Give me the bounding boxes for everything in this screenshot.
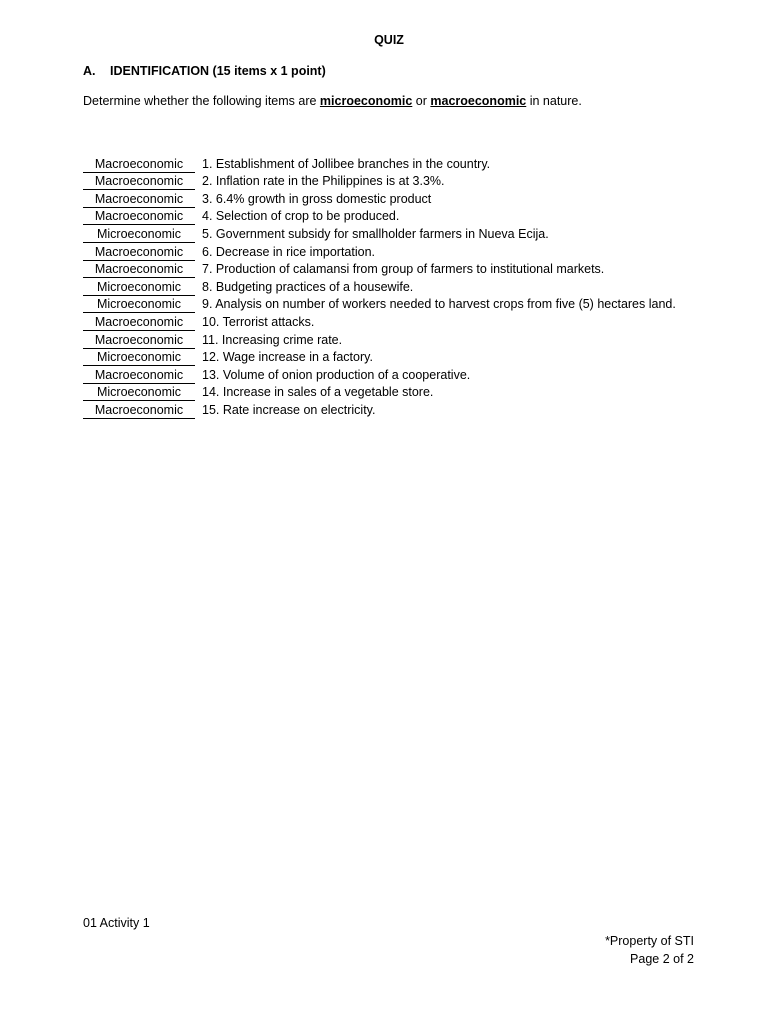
answer-blank: Microeconomic — [83, 280, 195, 296]
question-text: 9. Analysis on number of workers needed to harvest crops from five (5) hectares land. — [202, 297, 676, 312]
list-item — [83, 349, 723, 367]
footer-property: *Property of STI — [605, 934, 694, 948]
answer-blank: Macroeconomic — [83, 157, 195, 173]
question-text: 2. Inflation rate in the Philippines is at 3.3%. — [202, 174, 445, 189]
answer-blank: Macroeconomic — [83, 315, 195, 331]
list-item — [83, 366, 723, 384]
footer-right — [605, 932, 694, 968]
section-letter: A. — [83, 64, 96, 78]
answer-blank: Microeconomic — [83, 385, 195, 401]
question-text: 12. Wage increase in a factory. — [202, 350, 373, 365]
answer-blank: Macroeconomic — [83, 209, 195, 225]
section-heading-text: IDENTIFICATION (15 items x 1 point) — [110, 64, 326, 78]
question-text: 4. Selection of crop to be produced. — [202, 209, 400, 224]
page-title: QUIZ — [374, 33, 404, 47]
list-item — [83, 155, 723, 173]
item-list — [83, 155, 723, 419]
question-text: 5. Government subsidy for smallholder farmers in Nueva Ecija. — [202, 226, 549, 241]
list-item — [83, 313, 723, 331]
list-item — [83, 401, 723, 419]
answer-blank: Macroeconomic — [83, 192, 195, 208]
question-text: 11. Increasing crime rate. — [202, 332, 343, 347]
list-item — [83, 261, 723, 279]
question-text: 8. Budgeting practices of a housewife. — [202, 279, 414, 294]
footer-activity: 01 Activity 1 — [83, 916, 150, 930]
list-item — [83, 331, 723, 349]
question-text: 7. Production of calamansi from group of farmers to institutional markets. — [202, 262, 605, 277]
answer-blank: Macroeconomic — [83, 368, 195, 384]
list-item — [83, 296, 723, 314]
instruction-term-macro: macroeconomic — [430, 94, 527, 108]
list-item — [83, 208, 723, 226]
list-item — [83, 173, 723, 191]
list-item — [83, 384, 723, 402]
answer-blank: Macroeconomic — [83, 333, 195, 349]
answer-blank: Microeconomic — [83, 227, 195, 243]
answer-blank: Macroeconomic — [83, 245, 195, 261]
question-text: 3. 6.4% growth in gross domestic product — [202, 191, 432, 206]
question-text: 10. Terrorist attacks. — [202, 314, 315, 329]
answer-blank: Macroeconomic — [83, 174, 195, 190]
section-heading — [83, 64, 326, 78]
question-text: 15. Rate increase on electricity. — [202, 402, 376, 417]
list-item — [83, 243, 723, 261]
question-text: 13. Volume of onion production of a cooperative. — [202, 367, 471, 382]
answer-blank: Microeconomic — [83, 350, 195, 366]
answer-blank: Microeconomic — [83, 297, 195, 313]
instruction-after: in nature. — [526, 94, 582, 108]
footer-page-number: Page 2 of 2 — [630, 952, 694, 966]
instruction-text — [83, 94, 582, 108]
question-text: 14. Increase in sales of a vegetable store. — [202, 385, 434, 400]
question-text: 1. Establishment of Jollibee branches in the country. — [202, 156, 491, 171]
list-item — [83, 190, 723, 208]
list-item — [83, 278, 723, 296]
instruction-before: Determine whether the following items are — [83, 94, 320, 108]
instruction-term-micro: microeconomic — [319, 94, 413, 108]
list-item — [83, 225, 723, 243]
answer-blank: Macroeconomic — [83, 403, 195, 419]
question-text: 6. Decrease in rice importation. — [202, 244, 375, 259]
answer-blank: Macroeconomic — [83, 262, 195, 278]
instruction-middle: or — [412, 94, 431, 108]
